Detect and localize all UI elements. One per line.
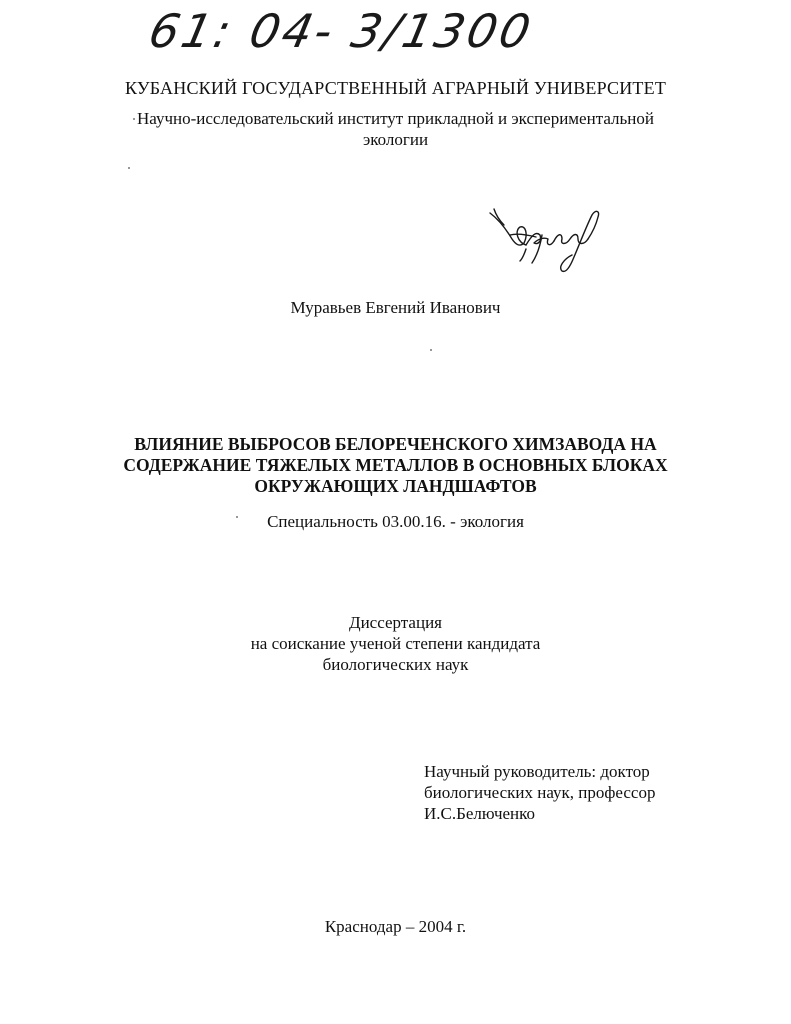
- author-name: Муравьев Евгений Иванович: [290, 298, 501, 317]
- degree-line-3: биологических наук: [322, 655, 469, 674]
- title-line-3: ОКРУЖАЮЩИХ ЛАНДШАФТОВ: [254, 476, 537, 496]
- author-signature: [488, 205, 608, 277]
- supervisor-line-3: И.С.Белюченко: [424, 804, 536, 823]
- title-line-1: ВЛИЯНИЕ ВЫБРОСОВ БЕЛОРЕЧЕНСКОГО ХИМЗАВОДА НА: [134, 434, 657, 454]
- supervisor-line-1: Научный руководитель: доктор: [424, 762, 650, 781]
- archive-code-handwritten: 61: 04- 3/1300: [144, 4, 538, 58]
- scan-speck: [133, 118, 135, 120]
- institute-line-2: экологии: [362, 130, 429, 149]
- degree-statement: [0, 612, 791, 675]
- title-line-2: СОДЕРЖАНИЕ ТЯЖЕЛЫХ МЕТАЛЛОВ В ОСНОВНЫХ БЛОКАХ: [123, 455, 668, 475]
- specialty: Специальность 03.00.16. - экология: [267, 512, 524, 531]
- scientific-supervisor: [424, 761, 655, 824]
- scan-speck: [128, 167, 130, 169]
- scan-speck: [430, 349, 432, 351]
- city-and-year: Краснодар – 2004 г.: [324, 917, 467, 936]
- university-name: КУБАНСКИЙ ГОСУДАРСТВЕННЫЙ АГРАРНЫЙ УНИВЕРСИТЕТ: [124, 78, 667, 98]
- scan-speck: [236, 516, 238, 518]
- institute-name: [0, 108, 791, 150]
- degree-line-1: Диссертация: [348, 613, 442, 632]
- institute-line-1: Научно-исследовательский институт прикладной и экспериментальной: [137, 109, 654, 128]
- dissertation-title: [0, 434, 791, 497]
- degree-line-2: на соискание ученой степени кандидата: [250, 634, 541, 653]
- supervisor-line-2: биологических наук, профессор: [424, 783, 656, 802]
